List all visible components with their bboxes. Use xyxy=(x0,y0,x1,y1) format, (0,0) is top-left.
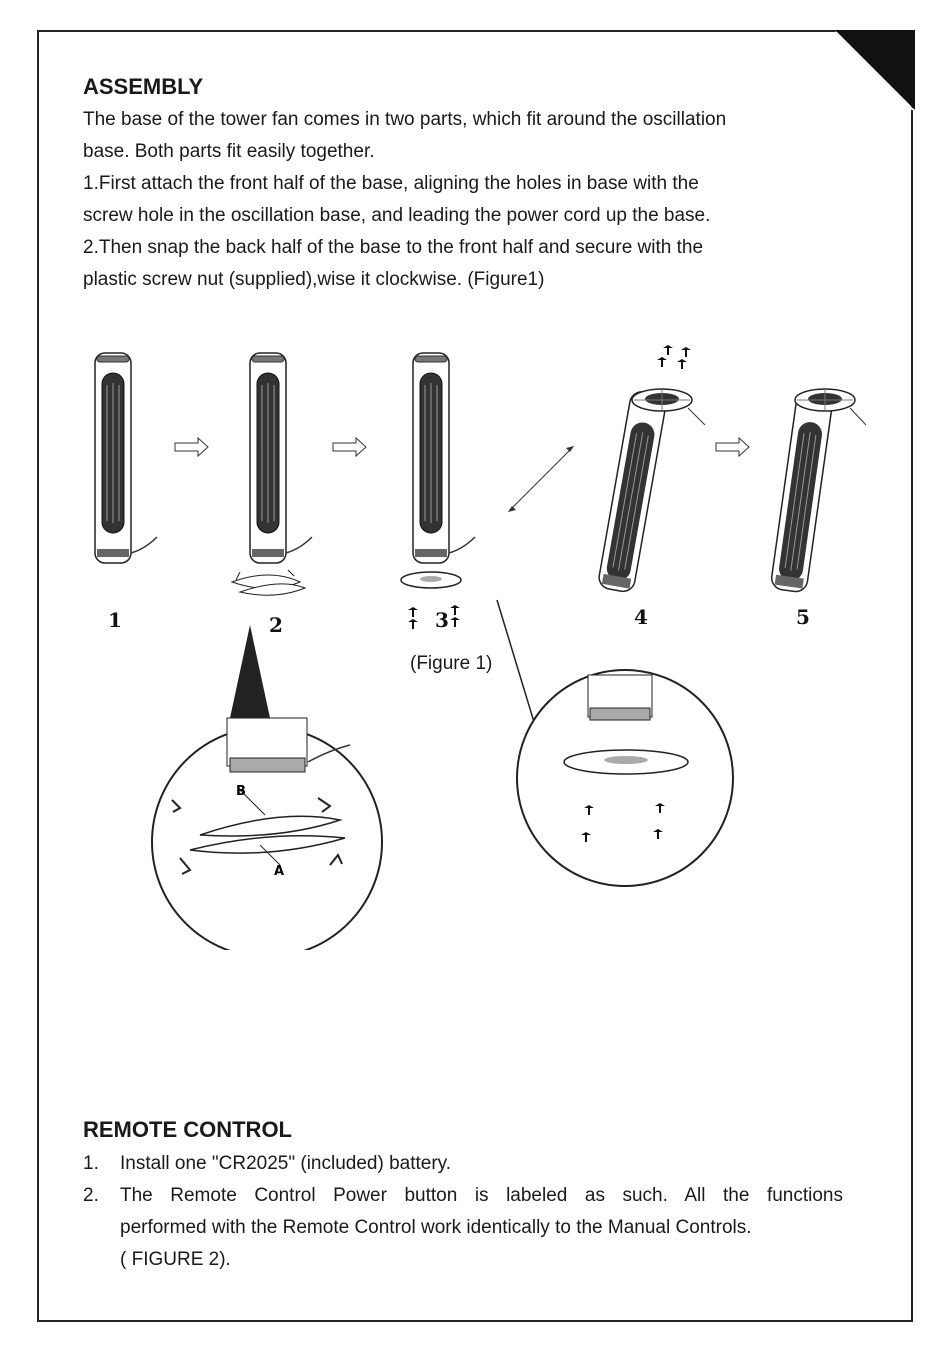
step-label-5: 5 xyxy=(796,605,810,629)
step-label-1: 1 xyxy=(108,608,122,632)
corner-tab-mark xyxy=(835,30,915,110)
step-label-2: 2 xyxy=(269,613,283,637)
assembly-figure xyxy=(40,330,910,950)
assembly-line: screw hole in the oscillation base, and leading the power cord up the base. xyxy=(83,205,711,226)
assembly-title: ASSEMBLY xyxy=(83,74,204,99)
assembly-line: plastic screw nut (supplied),wise it clockwise. (Figure1) xyxy=(83,269,545,290)
arrow-right-icon xyxy=(175,438,208,456)
assembly-line: 2.Then snap the back half of the base to the front half and secure with the xyxy=(83,237,704,258)
list-item: 1. Install one "CR2025" (included) battery. xyxy=(83,1153,452,1174)
fan-step-2 xyxy=(250,353,312,563)
fan-step-5 xyxy=(770,390,833,593)
part-label-b: B xyxy=(236,784,246,799)
remote-control-list xyxy=(83,1148,843,1276)
zoom-callout-base-screws xyxy=(497,600,733,886)
fan-step-1 xyxy=(95,353,157,563)
fan-step-4 xyxy=(597,390,667,593)
assembly-line: The base of the tower fan comes in two parts, which fit around the oscillation xyxy=(83,109,727,130)
part-label-a: A xyxy=(274,864,285,879)
assembly-text xyxy=(83,104,843,296)
assembly-line: 1.First attach the front half of the base, aligning the holes in base with the xyxy=(83,173,699,194)
step-label-4: 4 xyxy=(634,605,648,629)
zoom-callout-base-halves xyxy=(152,625,382,950)
remote-control-title: REMOTE CONTROL xyxy=(83,1117,292,1142)
fan-step-3 xyxy=(413,353,475,563)
list-item: 2. The Remote Control Power button is labeled as such. All the functions performed with the Remote Control work identically to the Manual Controls. ( FIGURE 2). xyxy=(83,1185,843,1270)
figure-caption: (Figure 1) xyxy=(410,653,493,674)
arrow-right-icon xyxy=(716,438,749,456)
arrow-right-icon xyxy=(333,438,366,456)
assembly-line: base. Both parts fit easily together. xyxy=(83,141,375,162)
base-parts-step-2 xyxy=(232,570,305,595)
step-label-3: 3 xyxy=(435,608,449,632)
